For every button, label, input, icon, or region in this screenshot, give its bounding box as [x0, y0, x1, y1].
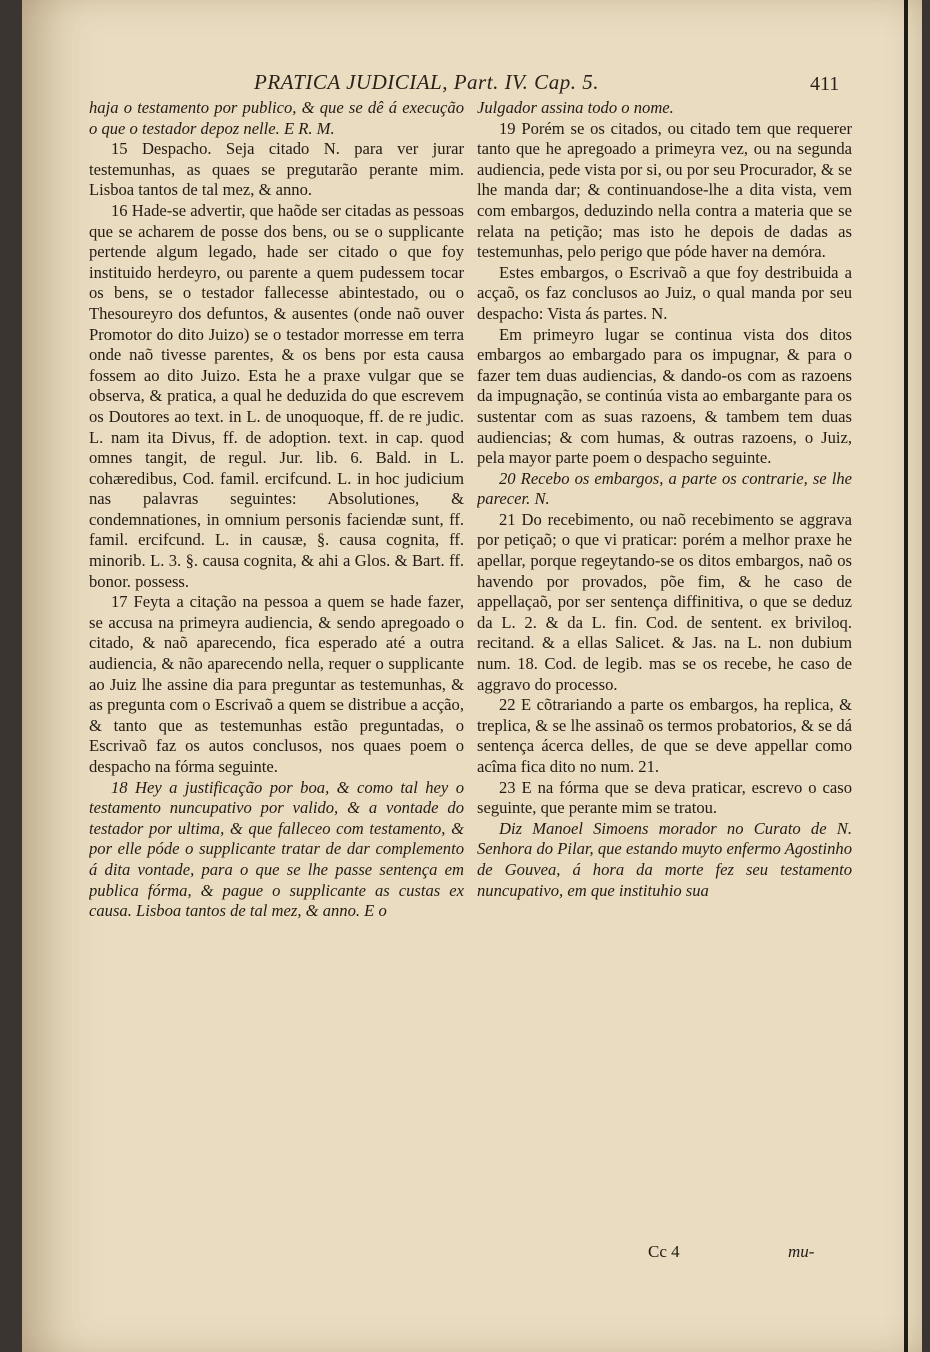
- paragraph: Em primeyro lugar se continua vista dos ditos embargos ao embargado para os impugnar, & para o fazer tem duas audiencias, & dando-os com as razoens da impugnação, se continúa vista ao embargante para os sustentar com as suas razoens, & tambem tem duas audiencias; & com humas, & outras razoens, o Juiz, pela mayor parte poem o despacho seguinte.: [477, 324, 852, 468]
- signature-mark: Cc 4: [648, 1242, 680, 1261]
- paragraph: 22 E cõtrariando a parte os embargos, ha replica, & treplica, & se lhe assinaõ os termos probatorios, & se dá sentença ácerca delles, de que se deve appellar como acîma fica dito no num. 21.: [477, 695, 852, 776]
- left-column: [89, 98, 464, 1248]
- paragraph: 17 Feyta a citação na pessoa a quem se hade fazer, se accusa na primeyra audiencia, & sendo apregoado o citado, & naõ aparecendo, fica esperado até a outra audiencia, & não aparecendo nella, requer o supplicante ao Juiz lhe assine dia para preguntar as testemunhas, & as pregunta com o Escrivaõ a quem se distribue a acção, & tanto que as testemunhas estão preguntadas, o Escrivaõ faz os autos conclusos, nos quaes poem o despacho na fórma seguinte.: [89, 592, 464, 776]
- paragraph: 16 Hade-se advertir, que haõde ser citadas as pessoas que se acharem de posse dos bens, ou se o supplicante pertende algum legado, hade ser citado o que foy instituido herdeyro, ou parente a quem pudessem tocar os bens, se o testador fallecesse abintestado, ou o Thesoureyro dos defuntos, & ausentes (onde naõ ouver Promotor do dito Juizo) se o testador morresse em terra onde naõ tivesse parentes, & os bens por esta causa fossem ao dito Juizo. Esta he a praxe vulgar que se observa, & pratica, a qual he deduzida do que escrevem os Doutores ao text. in L. de unoquoque, ff. de re judic. L. nam ita Divus, ff. de adoption. text. in cap. quod omnes tangit, de regul. Jur. lib. 6. Bald. in L. cohæredibus, Cod. famil. ercifcund. L. in hoc judicium nas palavras seguintes: Absolutiones, & condemnationes, in omnium personis faciendæ sunt, ff. famil. ercifcund. L. in causæ, §. causa cognita, ff. minorib. L. 3. §. causa cognita, & ahi a Glos. & Bart. ff. bonor. possess.: [89, 200, 464, 591]
- running-title: PRATICA JUDICIAL, Part. IV. Cap. 5.: [254, 70, 599, 94]
- paragraph: Diz Manoel Simoens morador no Curato de N. Senhora do Pilar, que estando muyto enfermo Agostinho de Gouvea, á hora da morte fez seu testamento nuncupativo, em que instituhio sua: [477, 818, 852, 900]
- paragraph: 18 Hey a justificação por boa, & como tal hey o testamento nuncupativo por valido, & a vontade do testador por ultima, & que falleceo com testamento, & por elle póde o supplicante tratar de dar complemento á dita vontade, para o que se lhe passe sentença em publica fórma, & pague o supplicante as custas ex causa. Lisboa tantos de tal mez, & anno. E o: [89, 777, 464, 921]
- right-column: [477, 98, 852, 1248]
- catchword: mu-: [788, 1242, 815, 1261]
- paragraph: 20 Recebo os embargos, a parte os contrarie, se lhe parecer. N.: [477, 468, 852, 509]
- paragraph: Julgador assina todo o nome.: [477, 98, 674, 117]
- paragraph: 21 Do recebimento, ou naõ recebimento se aggrava por petiçaõ; o que vi praticar: porém a melhor praxe he apellar, porque regeytando-se os ditos embargos, naõ os havendo por provados, põe fim, & he caso de appellaçaõ, por ser sentença diffinitiva, o que se deduz da L. 2. & da L. fin. Cod. de sentent. ex briviloq. recitand. & a ellas Salicet. & Jas. na L. non dubium num. 18. Cod. de legib. mas se os recebe, he caso de aggravo do processo.: [477, 509, 852, 694]
- book-page: [22, 0, 922, 1352]
- paragraph: 23 E na fórma que se deva praticar, escrevo o caso seguinte, que perante mim se tratou.: [477, 777, 852, 818]
- paragraph: 15 Despacho. Seja citado N. para ver jurar testemunhas, as quaes se pregutarão perante mim. Lisboa tantos de tal mez, & anno.: [89, 139, 464, 200]
- paragraph: Estes embargos, o Escrivaõ a que foy destribuida a acçaõ, os faz conclusos ao Juiz, o qual manda por seu despacho: Vista ás partes. N.: [477, 262, 852, 323]
- page-footer: [22, 1242, 922, 1272]
- page-edge: [904, 0, 908, 1352]
- page-number: 411: [810, 73, 840, 95]
- page-header: [22, 70, 922, 100]
- paragraph: haja o testamento por publico, & que se dê á execução o que o testador depoz nelle. E R. M.: [89, 98, 464, 138]
- paragraph: 19 Porém se os citados, ou citado tem que requerer tanto que he apregoado a primeyra vez, ou na segunda audiencia, pede vista por si, ou por seu Procurador, & se lhe manda dar; & continuandose-lhe a dita vista, vem com embargos, deduzindo nella contra a materia que se relata na petição; mas isto he depois de dadas as testemunhas, pelo perigo que póde haver na demóra.: [477, 118, 852, 262]
